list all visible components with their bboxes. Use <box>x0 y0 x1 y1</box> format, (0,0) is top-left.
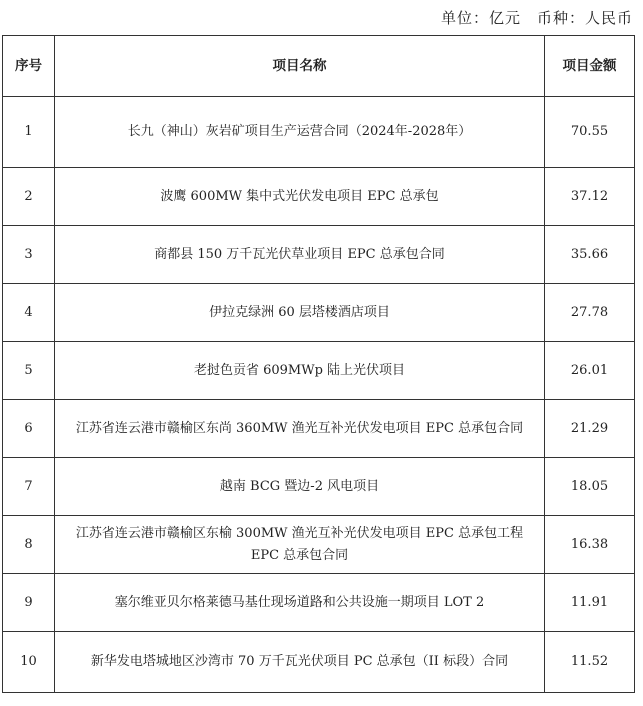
contracts-table <box>2 35 635 693</box>
table-row <box>3 97 635 168</box>
table-row <box>3 400 635 458</box>
row-amount: 21.29 <box>545 400 635 458</box>
currency-label: 币种：人民币 <box>536 9 633 27</box>
row-project-name: 新华发电塔城地区沙湾市 70 万千瓦光伏项目 PC 总承包（II 标段）合同 <box>55 632 545 693</box>
unit-label: 单位：亿元 <box>440 9 521 27</box>
row-amount: 11.91 <box>545 574 635 632</box>
column-header-amount: 项目金额 <box>545 36 635 97</box>
table-row <box>3 342 635 400</box>
row-project-name: 波鹰 600MW 集中式光伏发电项目 EPC 总承包 <box>55 168 545 226</box>
table-row <box>3 632 635 693</box>
table-row <box>3 284 635 342</box>
table-row <box>3 168 635 226</box>
row-amount: 35.66 <box>545 226 635 284</box>
column-header-index: 序号 <box>3 36 55 97</box>
row-project-name: 越南 BCG 暨边-2 风电项目 <box>55 458 545 516</box>
unit-currency-line <box>441 7 633 28</box>
row-project-name: 塞尔维亚贝尔格莱德马基仕现场道路和公共设施一期项目 LOT 2 <box>55 574 545 632</box>
table-row <box>3 458 635 516</box>
row-project-name: 商都县 150 万千瓦光伏草业项目 EPC 总承包合同 <box>55 226 545 284</box>
row-project-name: 长九（神山）灰岩矿项目生产运营合同（2024年-2028年） <box>55 97 545 168</box>
column-header-name: 项目名称 <box>55 36 545 97</box>
row-index: 5 <box>3 342 55 400</box>
table-row <box>3 226 635 284</box>
row-index: 9 <box>3 574 55 632</box>
row-index: 8 <box>3 516 55 574</box>
row-amount: 16.38 <box>545 516 635 574</box>
row-project-name: 伊拉克绿洲 60 层塔楼酒店项目 <box>55 284 545 342</box>
table-row <box>3 516 635 574</box>
row-index: 1 <box>3 97 55 168</box>
row-amount: 11.52 <box>545 632 635 693</box>
row-project-name: 江苏省连云港市赣榆区东尚 360MW 渔光互补光伏发电项目 EPC 总承包合同 <box>55 400 545 458</box>
row-project-name: 江苏省连云港市赣榆区东榆 300MW 渔光互补光伏发电项目 EPC 总承包工程 EPC 总承包合同 <box>55 516 545 574</box>
row-amount: 70.55 <box>545 97 635 168</box>
table-row <box>3 574 635 632</box>
row-index: 3 <box>3 226 55 284</box>
row-index: 6 <box>3 400 55 458</box>
row-index: 10 <box>3 632 55 693</box>
row-amount: 27.78 <box>545 284 635 342</box>
row-amount: 18.05 <box>545 458 635 516</box>
table-header-row <box>3 36 635 97</box>
row-index: 2 <box>3 168 55 226</box>
row-index: 4 <box>3 284 55 342</box>
row-amount: 37.12 <box>545 168 635 226</box>
row-amount: 26.01 <box>545 342 635 400</box>
row-index: 7 <box>3 458 55 516</box>
row-project-name: 老挝色贡省 609MWp 陆上光伏项目 <box>55 342 545 400</box>
